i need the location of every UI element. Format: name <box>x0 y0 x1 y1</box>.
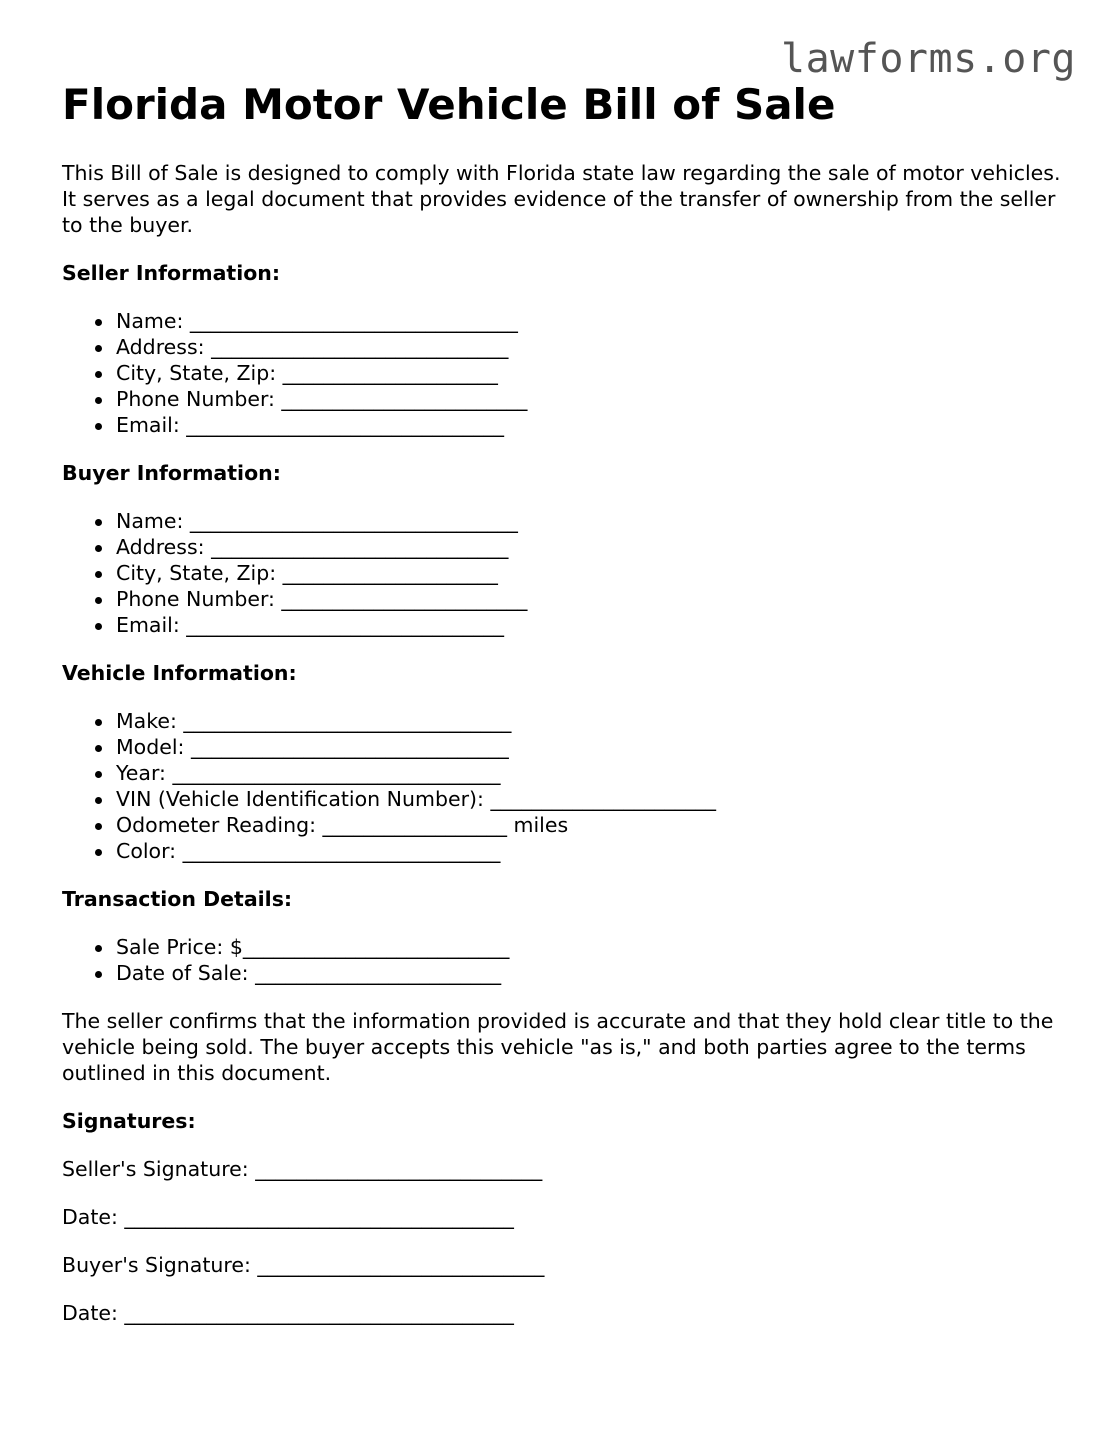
confirmation-paragraph: The seller confirms that the information provided is accurate and that they hold clear title to the vehicle being sold. The buyer accepts this vehicle "as is," and both parties agree to the terms outlined in this document. <box>62 1009 1054 1085</box>
vehicle-heading: Vehicle Information: <box>62 661 297 685</box>
seller-heading: Seller Information: <box>62 261 281 285</box>
seller-date-field[interactable]: Date: ______________________________________ <box>62 1205 514 1229</box>
buyer-address-field[interactable]: Address: _____________________________ <box>116 534 1062 560</box>
signatures-heading: Signatures: <box>62 1109 196 1133</box>
seller-signature-field[interactable]: Seller's Signature: ____________________________ <box>62 1157 543 1181</box>
buyer-email-field[interactable]: Email: _______________________________ <box>116 612 1062 638</box>
buyer-name-field[interactable]: Name: ________________________________ <box>116 508 1062 534</box>
seller-email-field[interactable]: Email: _______________________________ <box>116 412 1062 438</box>
buyer-heading: Buyer Information: <box>62 461 281 485</box>
document-page <box>62 76 1062 1326</box>
intro-paragraph: This Bill of Sale is designed to comply with Florida state law regarding the sale of motor vehicles. It serves as a legal document that provides evidence of the transfer of ownership from the seller to the buyer. <box>62 161 1061 237</box>
seller-name-field[interactable]: Name: ________________________________ <box>116 308 1062 334</box>
buyer-city-state-zip-field[interactable]: City, State, Zip: _____________________ <box>116 560 1062 586</box>
sale-price-field[interactable]: Sale Price: $__________________________ <box>116 934 1062 960</box>
vehicle-color-field[interactable]: Color: _______________________________ <box>116 838 1062 864</box>
vehicle-list <box>62 708 1062 864</box>
seller-city-state-zip-field[interactable]: City, State, Zip: _____________________ <box>116 360 1062 386</box>
page-title: Florida Motor Vehicle Bill of Sale <box>62 80 836 129</box>
buyer-list <box>62 508 1062 638</box>
vehicle-vin-field[interactable]: VIN (Vehicle Identification Number): ______________________ <box>116 786 1062 812</box>
buyer-phone-field[interactable]: Phone Number: ________________________ <box>116 586 1062 612</box>
seller-list <box>62 308 1062 438</box>
transaction-heading: Transaction Details: <box>62 887 293 911</box>
seller-address-field[interactable]: Address: _____________________________ <box>116 334 1062 360</box>
date-of-sale-field[interactable]: Date of Sale: ________________________ <box>116 960 1062 986</box>
vehicle-year-field[interactable]: Year: ________________________________ <box>116 760 1062 786</box>
buyer-signature-field[interactable]: Buyer's Signature: ____________________________ <box>62 1253 545 1277</box>
watermark: lawforms.org <box>781 36 1076 82</box>
vehicle-make-field[interactable]: Make: ________________________________ <box>116 708 1062 734</box>
vehicle-odometer-field[interactable]: Odometer Reading: __________________ miles <box>116 812 1062 838</box>
transaction-list <box>62 934 1062 986</box>
seller-phone-field[interactable]: Phone Number: ________________________ <box>116 386 1062 412</box>
vehicle-model-field[interactable]: Model: _______________________________ <box>116 734 1062 760</box>
buyer-date-field[interactable]: Date: ______________________________________ <box>62 1301 514 1325</box>
